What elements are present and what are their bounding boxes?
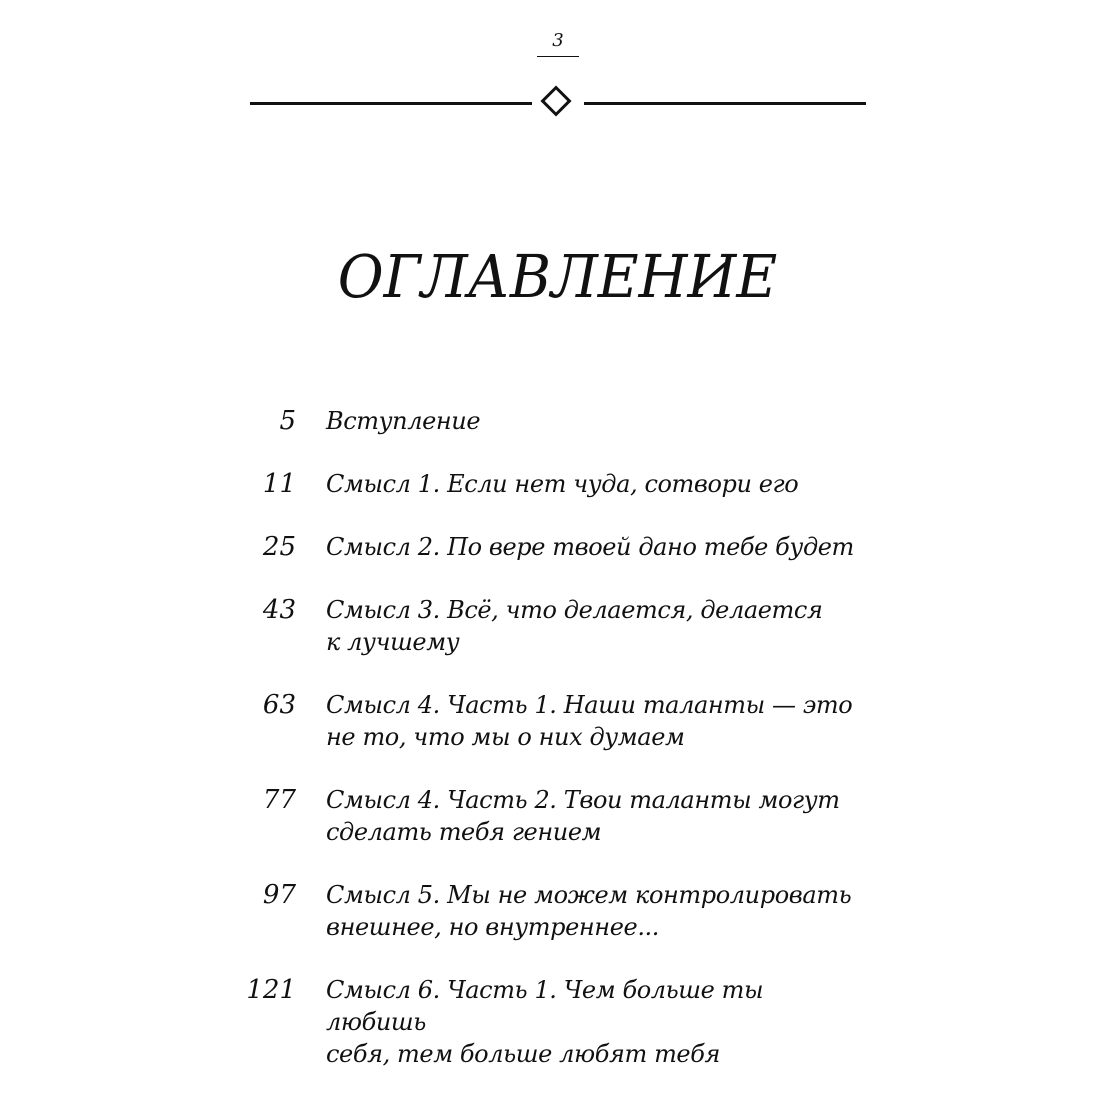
toc-entry-line: Смысл 5. Мы не можем контролировать bbox=[326, 881, 852, 909]
toc-page-number: 63 bbox=[262, 690, 296, 720]
toc-page-number: 43 bbox=[262, 595, 296, 625]
toc-entry-title bbox=[326, 468, 866, 500]
toc-page-number: 25 bbox=[262, 532, 296, 562]
toc-entry[interactable] bbox=[0, 974, 1115, 1070]
toc-entry-line: к лучшему bbox=[326, 628, 460, 656]
toc-page-number: 121 bbox=[246, 975, 296, 1005]
toc-entry-line: внешнее, но внутреннее... bbox=[326, 913, 660, 941]
toc-entry[interactable] bbox=[0, 784, 1115, 848]
toc-entry-title bbox=[326, 974, 866, 1070]
toc-entry[interactable] bbox=[0, 405, 1115, 437]
toc-entry-title bbox=[326, 689, 866, 753]
toc-entry-title bbox=[326, 594, 866, 658]
toc-entry[interactable] bbox=[0, 879, 1115, 943]
page-number: 3 bbox=[552, 30, 564, 51]
table-of-contents bbox=[0, 405, 1115, 1101]
page-title: ОГЛАВЛЕНИЕ bbox=[337, 242, 778, 312]
diamond-ornament-icon bbox=[540, 85, 571, 116]
ornament-line-right bbox=[584, 102, 866, 105]
toc-page-number: 5 bbox=[279, 406, 296, 436]
toc-entry-line: Смысл 2. По вере твоей дано тебе будет bbox=[326, 533, 854, 561]
toc-entry-title bbox=[326, 531, 866, 563]
toc-entry[interactable] bbox=[0, 531, 1115, 563]
toc-entry-title bbox=[326, 784, 866, 848]
toc-entry-line: Смысл 4. Часть 1. Наши таланты — это bbox=[326, 691, 853, 719]
toc-entry[interactable] bbox=[0, 689, 1115, 753]
toc-entry-title bbox=[326, 405, 866, 437]
toc-entry-line: себя, тем больше любят тебя bbox=[326, 1040, 720, 1068]
toc-entry-line: Смысл 4. Часть 2. Твои таланты могут bbox=[326, 786, 840, 814]
toc-page-number: 77 bbox=[262, 785, 296, 815]
toc-page-number: 97 bbox=[262, 880, 296, 910]
toc-entry-line: сделать тебя гением bbox=[326, 818, 602, 846]
toc-page-number: 11 bbox=[262, 469, 296, 499]
toc-entry-line: не то, что мы о них думаем bbox=[326, 723, 685, 751]
toc-entry[interactable] bbox=[0, 594, 1115, 658]
toc-entry-line: Смысл 6. Часть 1. Чем больше ты любишь bbox=[326, 976, 764, 1036]
toc-entry-line: Смысл 3. Всё, что делается, делается bbox=[326, 596, 823, 624]
toc-entry-line: Вступление bbox=[326, 407, 481, 435]
toc-entry-title bbox=[326, 879, 866, 943]
toc-entry-line: Смысл 1. Если нет чуда, сотвори его bbox=[326, 470, 799, 498]
toc-entry[interactable] bbox=[0, 468, 1115, 500]
page-number-underline bbox=[537, 56, 579, 57]
ornament-line-left bbox=[250, 102, 532, 105]
